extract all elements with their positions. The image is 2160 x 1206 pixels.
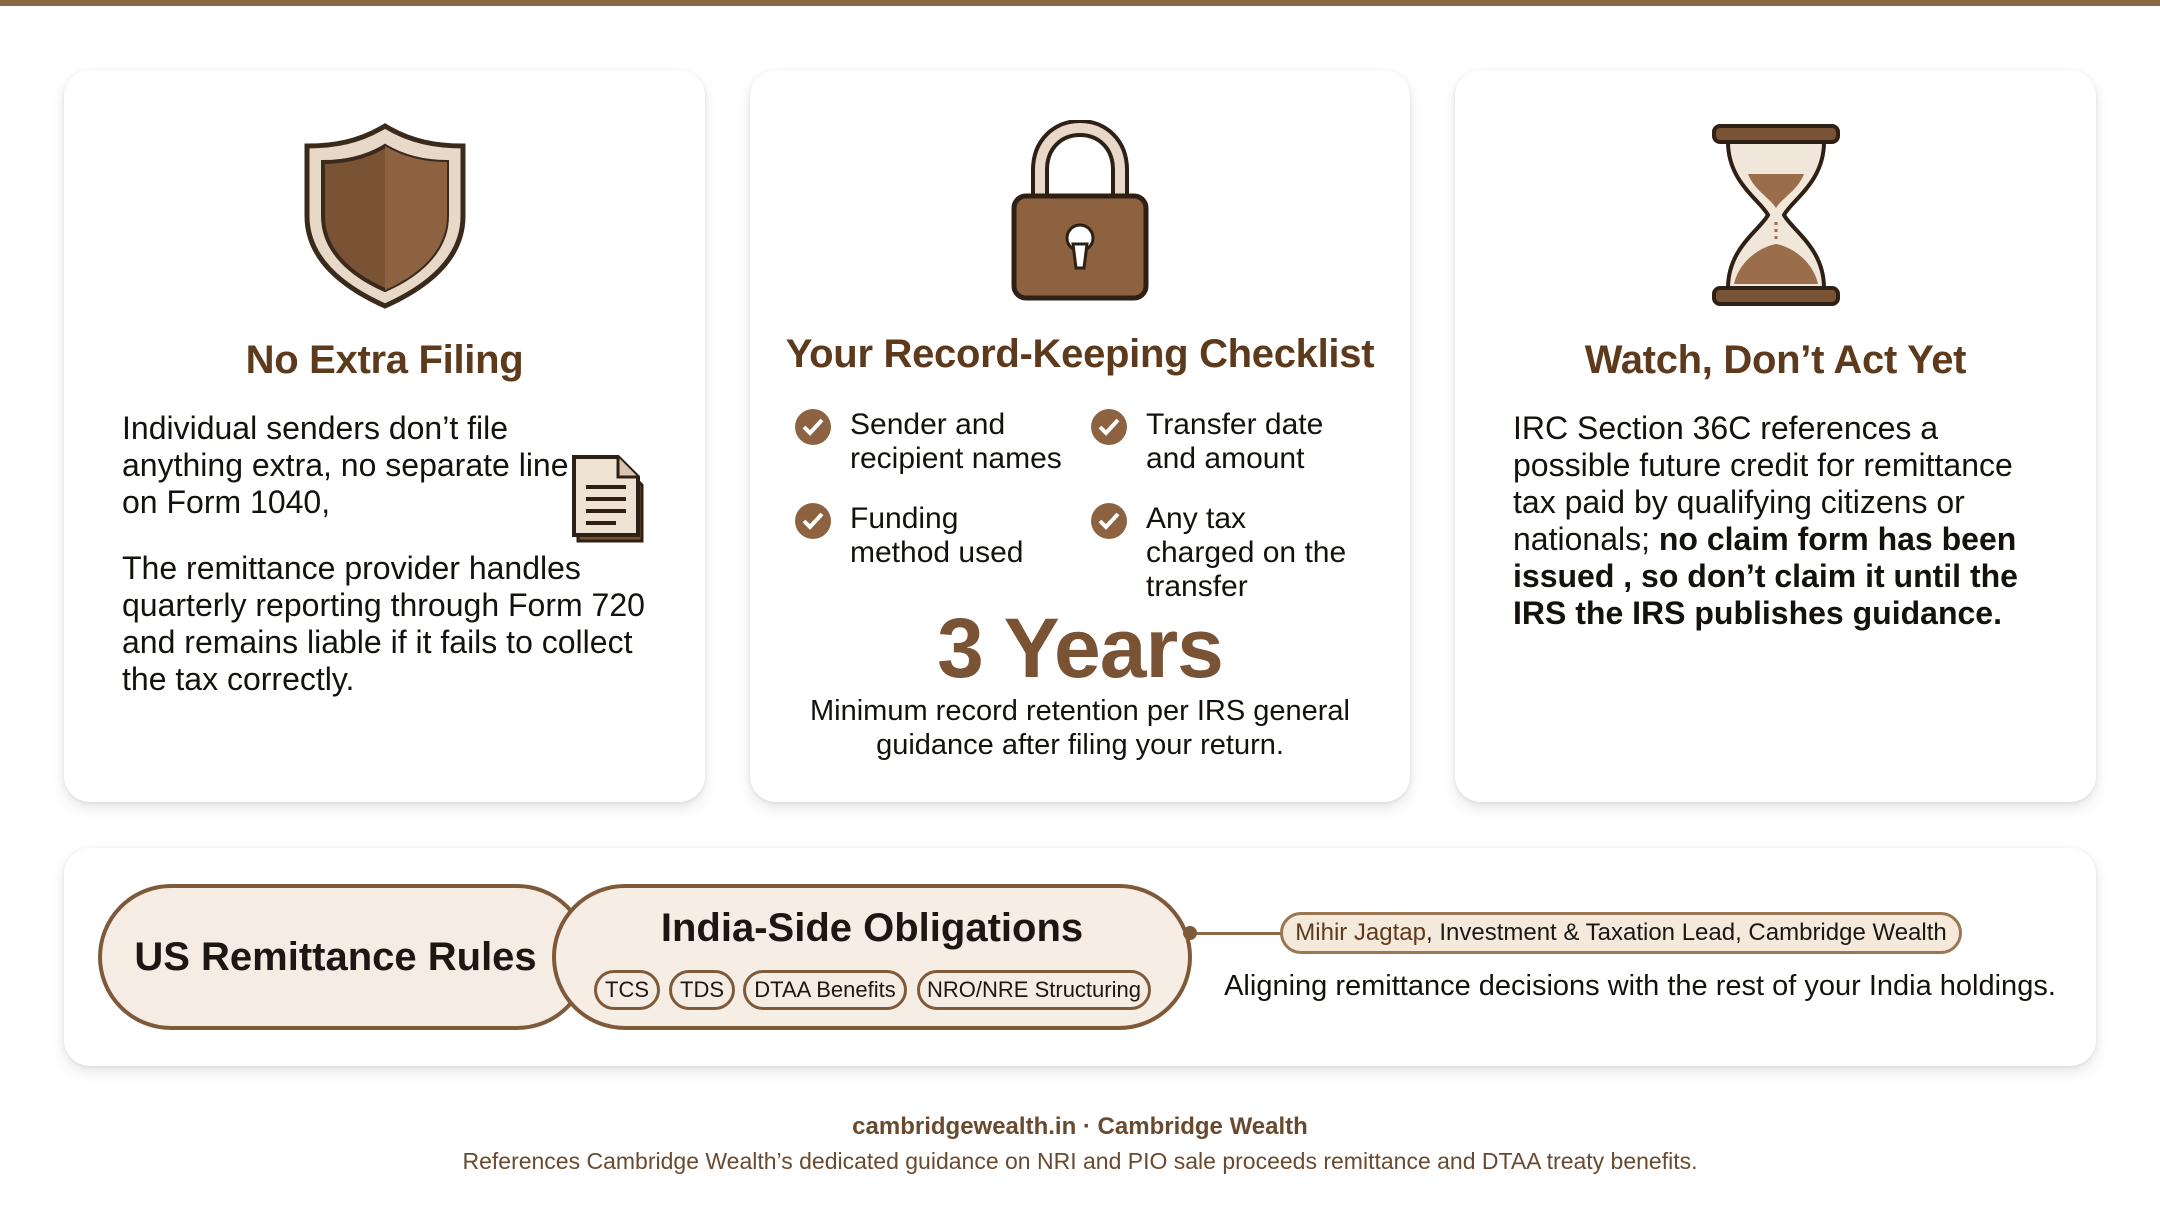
footer-source: cambridgewealth.in · Cambridge Wealth: [852, 1113, 1308, 1140]
checklist-item: [1090, 408, 1360, 476]
card-watch-dont-act: [1455, 70, 2096, 802]
author-name: Mihir Jagtap: [1295, 919, 1426, 946]
paragraph-regular: IRC Section 36C references a possible future credit for remittance tax paid by qualifying citizens or nationals;: [1513, 410, 2013, 557]
padlock-icon: [750, 120, 1410, 307]
connector-dot: [1183, 926, 1197, 940]
footer-reference: References Cambridge Wealth’s dedicated guidance on NRI and PIO sale proceeds remittance and DTAA treaty benefits.: [462, 1148, 1698, 1174]
checklist-item-label: Funding method used: [850, 502, 1024, 569]
hourglass-icon: [1455, 122, 2096, 313]
aligning-text: Aligning remittance decisions with the rest of your India holdings.: [1224, 970, 2056, 1002]
tag-dtaa-benefits: DTAA Benefits: [743, 970, 907, 1010]
tag-nro-nre-structuring: NRO/NRE Structuring: [917, 970, 1151, 1010]
card-paragraph: The remittance provider handles quarterly reporting through Form 720 and remains liable if it fails to collect the tax correctly.: [122, 550, 645, 697]
card-title: No Extra Filing: [245, 338, 524, 382]
paragraph-bold: no claim form has been issued , so don’t claim it until the IRS the IRS publishes guidance.: [1513, 521, 2018, 631]
card-paragraph: [1513, 410, 2053, 632]
checklist-item: [794, 408, 1064, 476]
checklist-item-label: Transfer date and amount: [1146, 408, 1324, 475]
check-circle-icon: [794, 408, 832, 454]
top-accent-bar: [0, 0, 2160, 6]
checklist-item: [1090, 502, 1360, 604]
document-icon: [572, 453, 648, 550]
connector-line: [1190, 932, 1282, 935]
checklist-item-label: Sender and recipient names: [850, 408, 1062, 475]
shield-icon: [64, 120, 705, 315]
india-obligations-label: India-Side Obligations: [660, 906, 1084, 950]
card-title: Watch, Don’t Act Yet: [1584, 338, 1967, 382]
card-title: Your Record-Keeping Checklist: [785, 332, 1375, 376]
check-circle-icon: [1090, 502, 1128, 548]
tag-tds: TDS: [669, 970, 735, 1010]
card-record-keeping-checklist: [750, 70, 1410, 802]
tag-tcs: TCS: [594, 970, 660, 1010]
author-badge: [1280, 912, 1962, 954]
check-circle-icon: [1090, 408, 1128, 454]
checklist-item-label: Any tax charged on the transfer: [1146, 502, 1347, 603]
us-remittance-label: US Remittance Rules: [134, 934, 537, 979]
retention-years-value: 3 Years: [937, 601, 1223, 695]
author-role: , Investment & Taxation Lead, Cambridge Wealth: [1426, 919, 1947, 946]
card-no-extra-filing: [64, 70, 705, 802]
retention-caption: Minimum record retention per IRS general guidance after filing your return.: [810, 695, 1350, 761]
check-circle-icon: [794, 502, 832, 548]
card-paragraph: Individual senders don’t file anything extra, no separate line on Form 1040,: [122, 410, 569, 520]
checklist-item: [794, 502, 1064, 570]
